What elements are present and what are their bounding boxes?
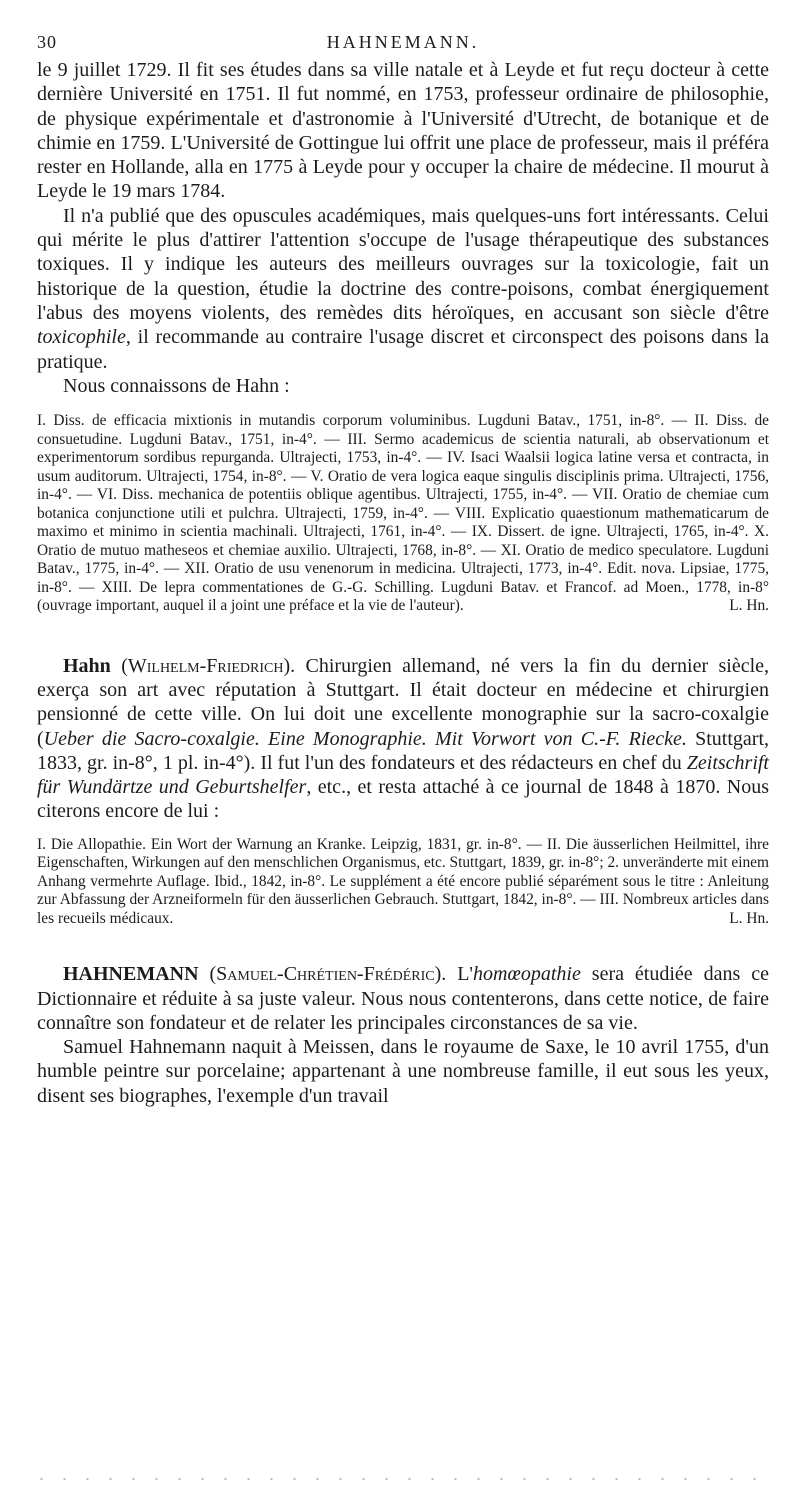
- running-header: [37, 28, 769, 58]
- entry1-bibliography-text: I. Diss. de efficacia mixtionis in mutandis corporum voluminibus. Lugduni Batav., 1751, in-8°. — II. Diss. de consuetudine. Lugduni Batav., 1751, in-4°. — III. Sermo academicus de scientia naturali, ab observationum et experimentorum sordibus repurganda. Ultrajecti, 1753, in-4°. — IV. Isaci Waalsii logica latine versa et contracta, in usum auditorum. Ultrajecti, 1754, in-8°. — V. Oratio de vera logica eaque singulis disciplinis prima. Ultrajecti, 1756, in-4°. — VI. Diss. mechanica de potentiis oblique agentibus. Ultrajecti, 1755, in-4°. — VII. Oratio de chemiae cum botanica conjunctione utili et pulchra. Ultrajecti, 1759, in-4°. — VIII. Explicatio quaestionum mathematicarum de maximo et minimo in scientia machinali. Ultrajecti, 1761, in-4°. — IX. Dissert. de igne. Ultrajecti, 1765, in-4°. X. Oratio de mutuo matheseos et chemiae auxilio. Ultrajecti, 1768, in-8°. — XI. Oratio de medico speculatore. Lugduni Batav., 1775, in-4°. — XII. Oratio de usu venenorum in medicina. Ultrajecti, 1773, in-4°. Edit. nova. Lipsiae, 1775, in-8°. — XIII. De lepra commentationes de G.-G. Schilling. Lugduni Batav. et Francof. ad Moen., 1778, in-8° (ouvrage important, auquel il a joint une préface et la vie de l'auteur).: [37, 412, 769, 615]
- entry2-bibliography-text: I. Die Allopathie. Ein Wort der Warnung an Kranke. Leipzig, 1831, gr. in-8°. — II. Die äusserlichen Heilmittel, ihre Eigenschaften, Wirkungen auf den menschlichen Organismus, etc. Stuttgart, 1839, gr. in-8°; 2. unveränderte mit einem Anhang vermehrte Auflage. Ibid., 1842, in-8°. Le supplément a été encore publié séparément sous le titre : Anleitung zur Abfassung der Arzneiformeln für den äusserlichen Gebrauch. Stuttgart, 1842, in-8°. — III. Nombreux articles dans les recueils médicaux.: [37, 835, 769, 927]
- entry2-journal-title: Zeitschrift für Wundärtze und Geburtshelfer: [37, 751, 769, 799]
- entry3-article: [37, 962, 769, 1035]
- entry1-signature: L. Hn.: [729, 597, 769, 615]
- entry1-list-intro: Nous connaissons de Hahn :: [63, 374, 290, 397]
- entry2-bibliography: [37, 836, 769, 929]
- entry1-p2-italic: toxicophile: [37, 326, 126, 349]
- page-number: 30: [37, 32, 57, 52]
- entry1-intro-paragraph: le 9 juillet 1729. Il fit ses études dans sa ville natale et à Leyde et fut reçu docteur à cette dernière Université en 1751. Il fut nommé, en 1753, professeur ordinaire de philosophie, de physique expérimentale et d'astronomie à l'Université d'Utrecht, de botanique et de chimie en 1759. L'Université de Gottingue lui offrit une place de professeur, mais il préféra rester en Hollande, alla en 1775 à Leyde pour y occuper la chaire de médecine. Il mourut à Leyde le 19 mars 1784.: [37, 59, 769, 203]
- entry2-signature: L. Hn.: [729, 909, 769, 927]
- entry1-bibliography: [37, 412, 769, 616]
- entry3-paragraph-2: Samuel Hahnemann naquit à Meissen, dans le royaume de Saxe, le 10 avril 1755, d'un humble peintre sur porcelaine; appartenant à une nombreuse famille, il eut sous les yeux, disent ses biographes, l'exemple d'un travail: [37, 1036, 769, 1107]
- entry3-headword: HAHNEMANN: [63, 963, 199, 986]
- entry1-p2-text-b: , il recommande au contraire l'usage discret et circonspect des poisons dans la pratique.: [37, 326, 769, 373]
- entry3-body-b: sera étudiée dans ce Dictionnaire et réduite à sa juste valeur. Nous nous contenterons, dans cette notice, de faire connaître son fondateur et de relater les principales circonstances de sa vie.: [37, 963, 769, 1034]
- entry3-body-a: L': [446, 963, 474, 986]
- entry3-italic-term: homœopathie: [473, 963, 581, 986]
- entry1-p2-text-a: Il n'a publié que des opuscules académiques, mais quelques-uns fort intéressants. Celui qui mérite le plus d'attirer l'attention s'occupe de l'usage thérapeutique des substances toxiques. Il y indique les auteurs des meilleurs ouvrages sur la toxicologie, fait un historique de la question, étudie la doctrine des contre-poisons, combat énergiquement l'abus des moyens violents, des remèdes dits héroïques, en accusant son siècle d'être: [37, 204, 769, 324]
- entry2-headword: Hahn: [63, 654, 111, 677]
- entry2-body-b: Stuttgart, 1833, gr. in-8°, 1 pl. in-4°). Il fut l'un des fondateurs et des rédacteurs en chef du: [37, 727, 770, 774]
- entry2-title-monograph: Ueber die Sacro-coxalgie. Eine Monographie. Mit Vorwort von C.-F. Riecke.: [43, 727, 687, 750]
- entry3-forenames: (Samuel-Chrétien-Frédéric).: [209, 963, 447, 986]
- footer-dot-leaders: [30, 1476, 760, 1482]
- entry2-body-c: , etc., et resta attaché à ce journal de 1848 à 1870. Nous citerons encore de lui :: [37, 776, 769, 823]
- entry2-article: [37, 654, 769, 824]
- entry2-forenames: (Wilhelm-Friedrich).: [121, 654, 296, 677]
- running-title: HAHNEMANN.: [326, 32, 480, 52]
- entry1-paragraph-2: [37, 204, 769, 374]
- dictionary-page: [37, 28, 769, 1108]
- entry2-body-a: Chirurgien allemand, né vers la fin du dernier siècle, exerça son art avec réputation à Stuttgart. Il était docteur en médecine et chirurgien pensionné de cette ville. On lui doit une excellente monographie sur la sacro-coxalgie (: [37, 654, 770, 750]
